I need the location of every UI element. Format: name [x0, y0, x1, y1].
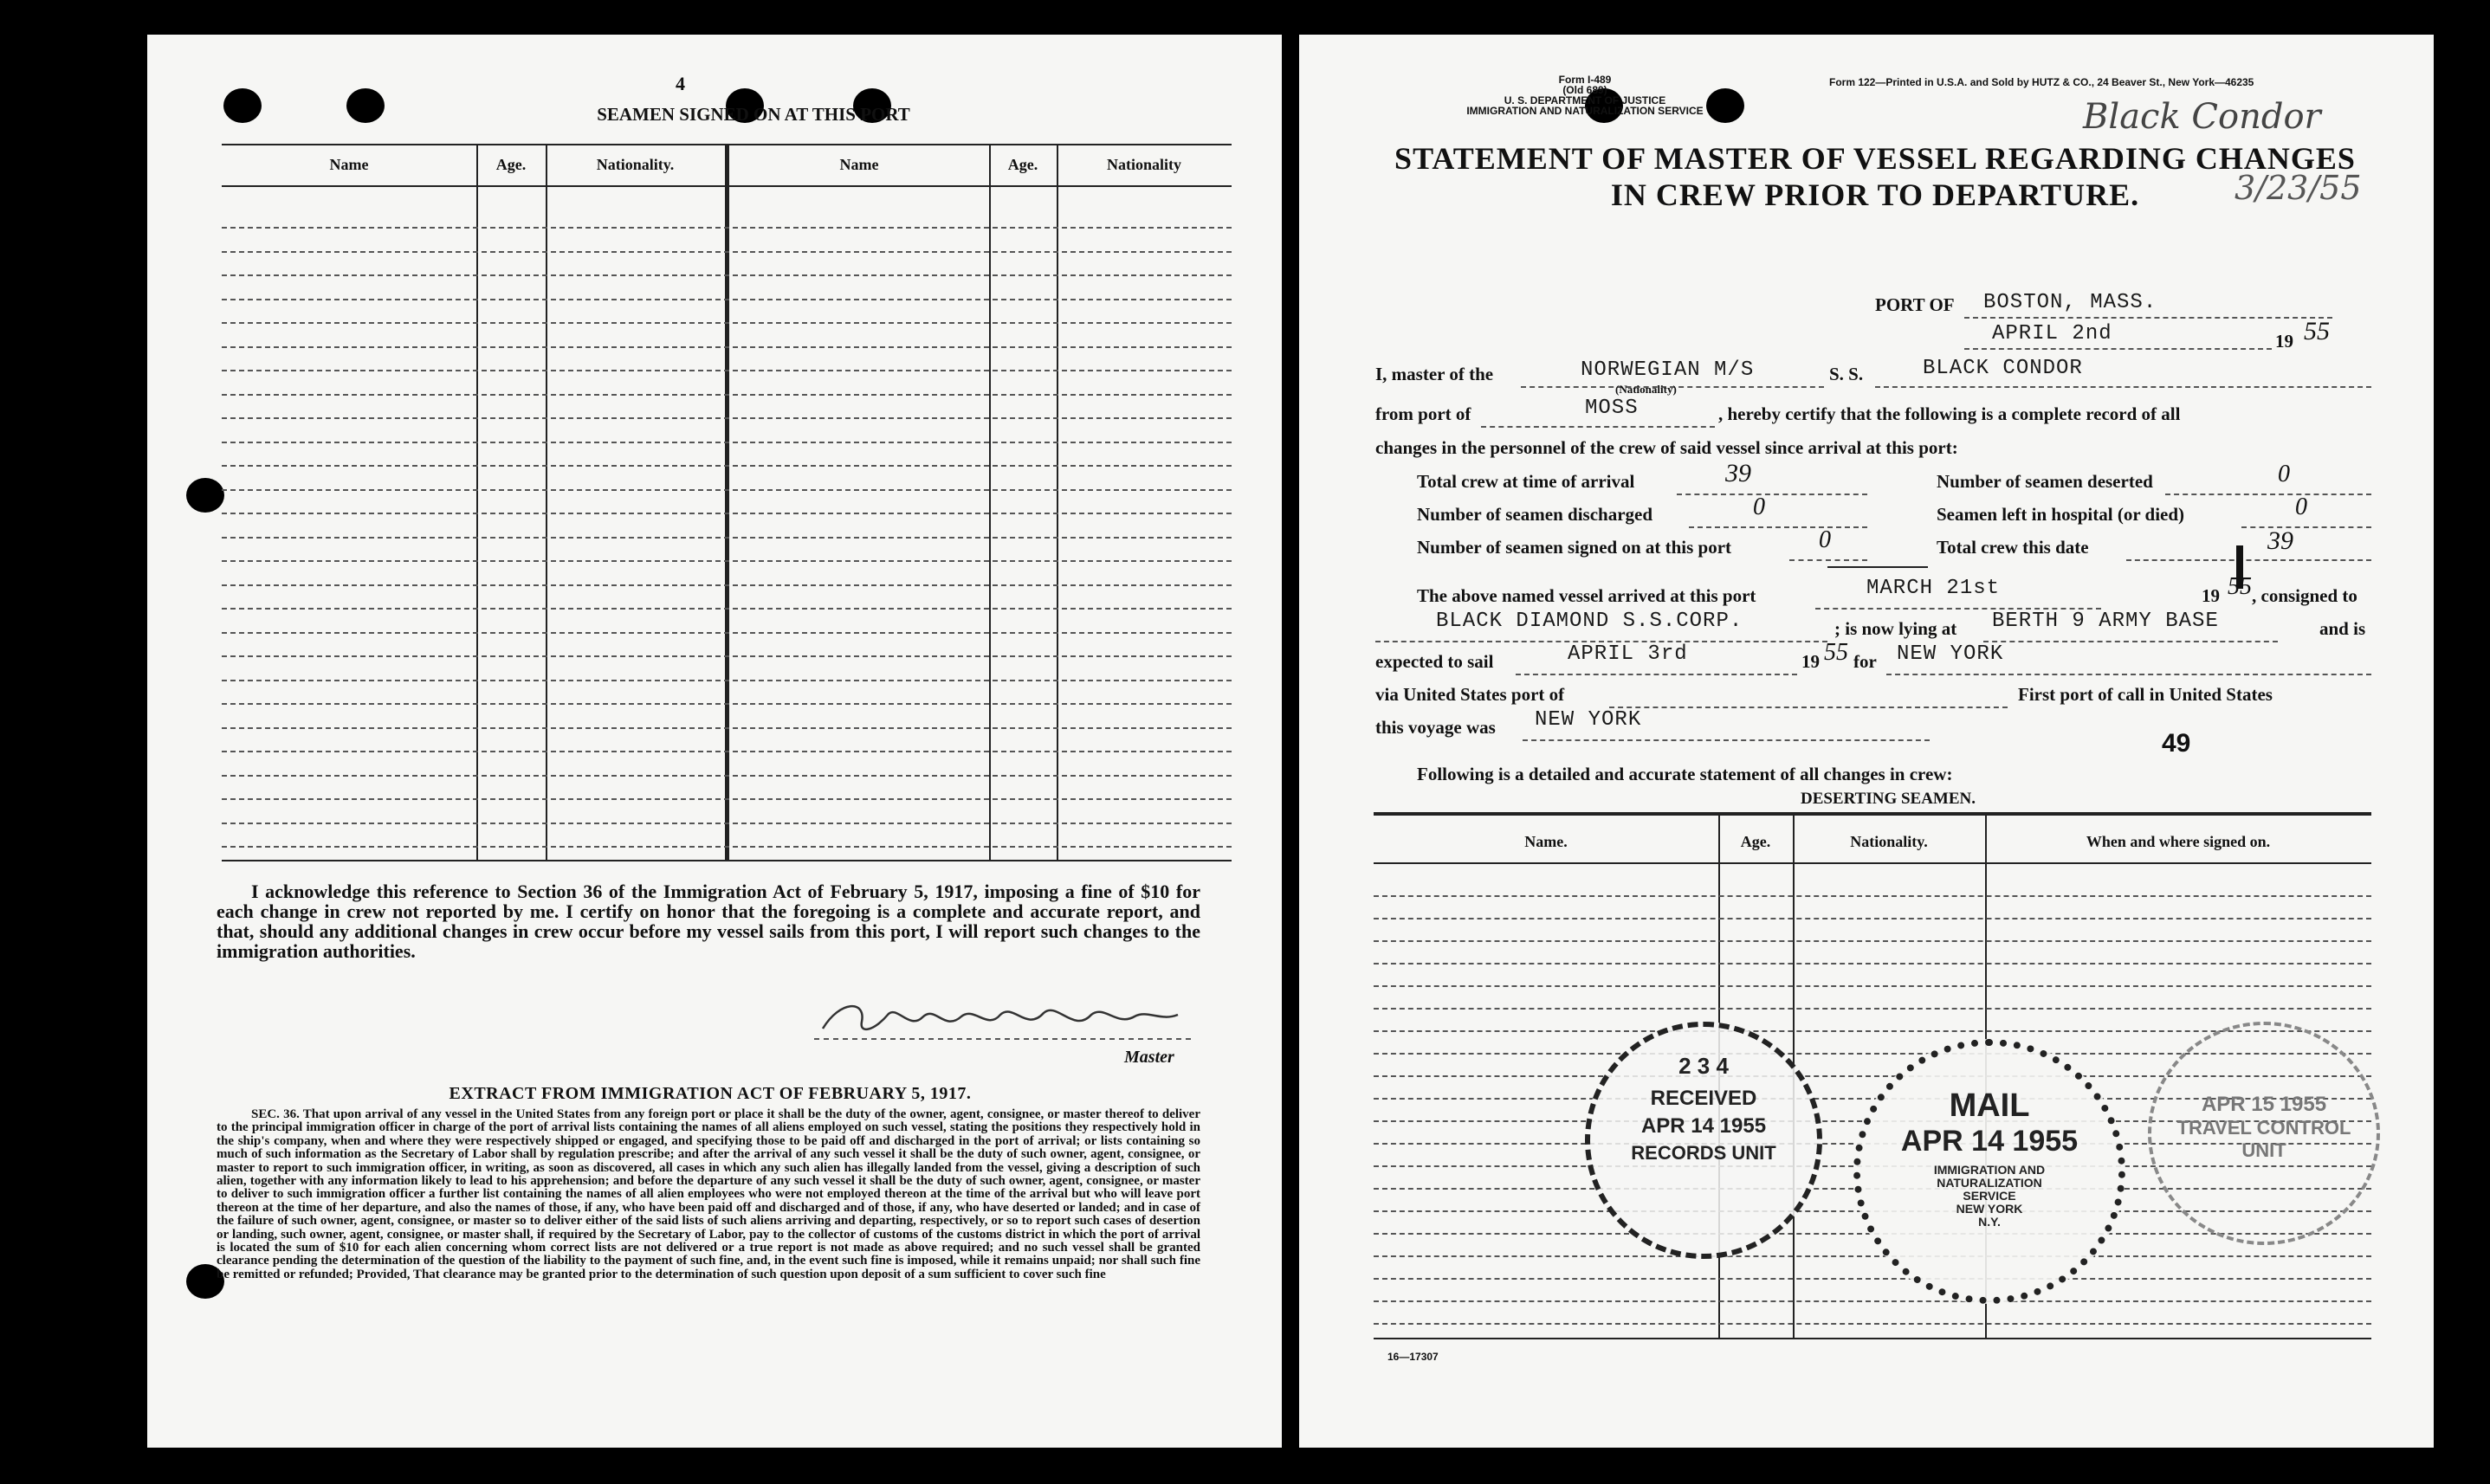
lying-value: BERTH 9 ARMY BASE: [1992, 610, 2219, 633]
col-header-signed-on: When and where signed on.: [2086, 833, 2271, 850]
ruled-row: [222, 414, 1232, 419]
travel-control-stamp: [2148, 1022, 2380, 1245]
stamp-unit: RECORDS UNIT: [1631, 1142, 1776, 1164]
title-line-2: IN CREW PRIOR TO DEPARTURE.: [1610, 177, 2140, 212]
ruled-row: [1374, 937, 2371, 942]
expected-line: [1516, 670, 1797, 675]
stamp-line: SERVICE: [1963, 1189, 2016, 1203]
form-number: Form I-489: [1558, 74, 1612, 86]
nationality-value: NORWEGIAN M/S: [1581, 358, 1755, 382]
master-signature: [814, 996, 1195, 1046]
ruled-row: [1374, 892, 2371, 897]
stamp-unit: UNIT: [2241, 1139, 2286, 1161]
ruled-row: [1374, 959, 2371, 965]
voyage-value: NEW YORK: [1535, 708, 1642, 732]
arrived-year-value: 55: [2228, 573, 2252, 600]
hospital-line: [2241, 523, 2371, 528]
section-36-text: SEC. 36. That upon arrival of any vessel in the United States from any foreign port or place it shall be the duty of the owner, agent, consignee, or master thereof to deliver to the principal immigration officer in charge of the port of arrival lists containing the names of all aliens employed on such vessel, stating the positions they respectively hold in the ship's company, when and where they were respectively shipped or engaged, and specifying those to be paid off and discharged in the port of arrival; or lists containing so much of such information as the Secretary of Labor shall by regulation prescribe; and after the arrival of any such vessel it shall be the duty of such owner, agent, consignee, or master to report to such immigration officer, in writing, as soon as discovered, all cases in which any such alien has illegally landed from the vessel, giving a description of such alien, together with any information likely to lead to his apprehension; and before the departure of any such vessel it shall be the duty of such owner, agent, consignee, or master to deliver to such immigration officer a further list containing the names of all alien employees who were not employed thereon at the time of the arrival but who will leave port thereon at the time of her departure, and also the names of those, if any, who have been paid off and discharged and of those, if any, who have deserted or landed; and in case of the failure of such owner, agent, consignee, or master so to deliver either of the said lists of such aliens arriving and departing, respectively, or so to report such cases of desertion or landing, such owner, agent, consignee, or master shall, if required by the Secretary of Labor, pay to the collector of customs of the customs district in which the port of arrival is located the sum of $10 for each alien concerning whom correct lists are not delivered or a true report is not made as above required; and no such vessel shall be granted clearance pending the determination of the question of the liability to the payment of such fine, and, in the event such fine is imposed, while it remains unpaid; nor shall such fine be remitted or refunded; Provided, That clearance may be granted prior to the determination of such question upon deposit of a sum sufficient to cover such fine: [217, 1107, 1200, 1281]
table-header-rule: [1374, 862, 2371, 864]
page-number: 4: [676, 73, 685, 94]
lying-line: [1983, 637, 2278, 642]
stamp-received: RECEIVED: [1650, 1087, 1757, 1110]
ruled-row: [222, 771, 1232, 777]
ruled-row: [1374, 1297, 2371, 1302]
total-date-value: 39: [2267, 526, 2293, 555]
col-header-name: Name: [839, 156, 879, 173]
form-header: [1455, 74, 1715, 116]
ruled-row: [1374, 1274, 2371, 1280]
vessel-value: BLACK CONDOR: [1923, 357, 2083, 380]
stamp-date: APR 14 1955: [1900, 1125, 2079, 1158]
mail-stamp: [1853, 1039, 2125, 1304]
col-header-nationality: Nationality.: [1850, 833, 1928, 850]
arrived-year-prefix: 19: [2202, 585, 2220, 606]
stamp-line: N.Y.: [1978, 1215, 2001, 1229]
and-is-label: and is: [2319, 618, 2366, 639]
deserting-heading: DESERTING SEAMEN.: [1800, 790, 1976, 808]
col-header-nationality: Nationality.: [596, 156, 675, 173]
ruled-row: [222, 271, 1232, 276]
for-line: [1886, 670, 2371, 675]
col-header-age: Age.: [1740, 833, 1771, 850]
from-port-value: MOSS: [1585, 397, 1639, 420]
ruled-row: [222, 700, 1232, 705]
ruled-row: [1374, 1319, 2371, 1325]
ruled-row: [222, 461, 1232, 467]
stamped-number: 49: [2162, 729, 2191, 758]
handwritten-date: 3/23/55: [2235, 169, 2362, 207]
year-value: 55: [2304, 317, 2330, 345]
table-top-rule: [1374, 812, 2371, 816]
first-call-label: First port of call in United States: [2018, 684, 2273, 705]
ruled-row: [222, 747, 1232, 752]
ruled-row: [222, 319, 1232, 324]
following-text: Following is a detailed and accurate statement of all changes in crew:: [1417, 764, 1953, 784]
arrived-value: MARCH 21st: [1866, 577, 2001, 600]
ss-label: S. S.: [1829, 364, 1864, 384]
acknowledgement-text: I acknowledge this reference to Section 36 of the Immigration Act of February 5, 1917, imposing a fine of $10 for each change in crew not reported by me. I certify on honor that the foregoing is a complete and accurate report, and that, should any additional changes in crew occur before my vessel sails from this port, I will report such changes to the immigration authorities.: [217, 881, 1200, 962]
total-date-label: Total crew this date: [1937, 537, 2089, 558]
year-prefix: 19: [2275, 331, 2293, 352]
ruled-row: [222, 795, 1232, 800]
punch-hole: [186, 478, 224, 513]
form-old-number: (Old 689): [1562, 84, 1607, 96]
deserted-label: Number of seamen deserted: [1937, 471, 2153, 492]
voyage-line: [1523, 736, 1930, 741]
printer-note: Form 122—Printed in U.S.A. and Sold by HUTZ & CO., 24 Beaver St., New York—46235: [1829, 76, 2254, 88]
left-page: [147, 35, 1282, 1448]
ruled-row: [222, 842, 1232, 848]
ruled-row: [222, 676, 1232, 681]
right-page: [1299, 35, 2434, 1448]
signed-on-line: [1789, 556, 1867, 561]
received-stamp: [1585, 1022, 1822, 1259]
seamen-signed-heading: SEAMEN SIGNED ON AT THIS PORT: [597, 104, 910, 125]
extract-title: EXTRACT FROM IMMIGRATION ACT OF FEBRUARY 5, 1917.: [449, 1084, 972, 1103]
discharged-line: [1689, 523, 1867, 528]
nationality-caption: (Nationality): [1615, 383, 1677, 396]
ruled-row: [222, 295, 1232, 300]
ruled-row: [222, 652, 1232, 657]
ruled-row: [222, 509, 1232, 514]
master-of-label: I, master of the: [1375, 364, 1494, 384]
discharged-label: Number of seamen discharged: [1417, 504, 1653, 525]
signed-on-value: 0: [1819, 526, 1831, 553]
ruled-row: [222, 343, 1232, 348]
sail-year-prefix: 19: [1801, 651, 1820, 672]
from-port-label: from port of: [1375, 403, 1471, 424]
ruled-row: [222, 604, 1232, 610]
col-header-age: Age.: [495, 156, 527, 173]
ruled-row: [222, 248, 1232, 253]
col-header-age: Age.: [1007, 156, 1038, 173]
consigned-label: , consigned to: [2252, 585, 2357, 606]
ruled-row: [1374, 982, 2371, 987]
table-bottom-rule: [222, 860, 1232, 861]
stamp-mail: MAIL: [1949, 1087, 2030, 1124]
total-date-line: [2126, 556, 2371, 561]
deserted-value: 0: [2278, 461, 2290, 487]
footer-code: 16—17307: [1387, 1351, 1439, 1363]
col-header-name: Name: [329, 156, 369, 173]
hospital-label: Seamen left in hospital (or died): [1937, 504, 2185, 525]
handwritten-vessel-name: Black Condor: [2083, 97, 2321, 137]
ruled-row: [222, 390, 1232, 396]
certify-text: , hereby certify that the following is a complete record of all: [1718, 403, 2181, 424]
service: IMMIGRATION AND NATURALIZATION SERVICE: [1466, 105, 1704, 117]
punch-hole: [223, 88, 262, 123]
stamp-top: 2 3 4: [1678, 1053, 1729, 1079]
signed-on-label: Number of seamen signed on at this port: [1417, 537, 1732, 558]
consignee-value: BLACK DIAMOND S.S.CORP.: [1436, 610, 1743, 633]
total-arrival-label: Total crew at time of arrival: [1417, 471, 1635, 492]
deserted-line: [2165, 490, 2371, 495]
table-bottom-rule: [1374, 1338, 2371, 1339]
via-label: via United States port of: [1375, 684, 1565, 705]
ruled-row: [1374, 1004, 2371, 1010]
port-label: PORT OF: [1875, 294, 1955, 315]
hospital-value: 0: [2295, 494, 2307, 520]
from-port-line: [1481, 423, 1715, 428]
stamp-date: APR 15 1955: [2201, 1093, 2327, 1116]
ruled-row: [222, 724, 1232, 729]
separator-rule: [1827, 566, 1928, 568]
stamp-line: IMMIGRATION AND: [1933, 1163, 2046, 1177]
ruled-row: [222, 438, 1232, 443]
date-value: APRIL 2nd: [1992, 322, 2112, 345]
changes-text: changes in the personnel of the crew of said vessel since arrival at this port:: [1375, 437, 1958, 458]
ruled-row: [222, 533, 1232, 539]
discharged-value: 0: [1753, 494, 1765, 520]
title-line-1: STATEMENT OF MASTER OF VESSEL REGARDING CHANGES: [1394, 141, 2356, 176]
stamp-date: APR 14 1955: [1640, 1114, 1767, 1138]
ruled-row: [222, 557, 1232, 562]
ruled-row: [1374, 1252, 2371, 1257]
for-label: for: [1853, 651, 1877, 672]
ruled-row: [222, 629, 1232, 634]
sail-year-value: 55: [1824, 639, 1848, 666]
arrived-label: The above named vessel arrived at this port: [1417, 585, 1756, 606]
total-arrival-line: [1677, 490, 1867, 495]
ruled-row: [1374, 914, 2371, 919]
stamp-line: NATURALIZATION: [1937, 1176, 2042, 1190]
ruled-row: [222, 366, 1232, 371]
col-header-nationality: Nationality: [1106, 156, 1181, 173]
total-arrival-value: 39: [1725, 459, 1751, 487]
ruled-row: [222, 581, 1232, 586]
expected-value: APRIL 3rd: [1568, 642, 1688, 666]
ruled-row: [222, 486, 1232, 491]
voyage-label: this voyage was: [1375, 717, 1496, 738]
punch-hole: [346, 88, 385, 123]
form-title: [1368, 140, 2382, 213]
col-header-name: Name.: [1524, 833, 1568, 850]
vessel-line: [1875, 383, 2371, 388]
ruled-row: [222, 819, 1232, 824]
expected-label: expected to sail: [1375, 651, 1494, 672]
port-value: BOSTON, MASS.: [1983, 291, 2157, 314]
via-line: [1609, 703, 2008, 708]
master-label: Master: [1124, 1048, 1174, 1067]
ruled-row: [222, 223, 1232, 229]
lying-label: ; is now lying at: [1834, 618, 1957, 639]
department: U. S. DEPARTMENT OF JUSTICE: [1504, 94, 1666, 106]
stamp-line: TRAVEL CONTROL: [2176, 1117, 2351, 1139]
stamp-line: NEW YORK: [1956, 1202, 2023, 1216]
for-value: NEW YORK: [1897, 642, 2004, 666]
